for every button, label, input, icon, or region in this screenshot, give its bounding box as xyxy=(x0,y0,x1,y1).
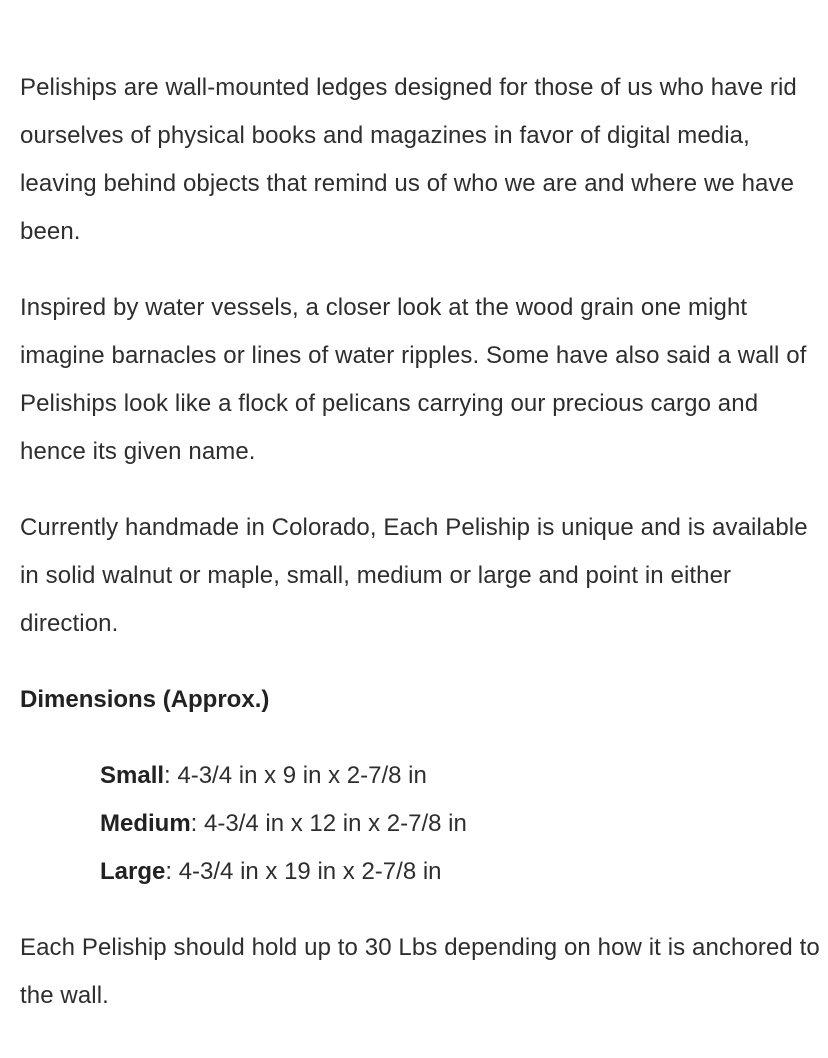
intro-paragraph: Peliships are wall-mounted ledges designed for those of us who have rid ourselves of physical books and magazines in favor of digital media, leaving behind objects that remind us of who we are and where we have been. xyxy=(20,74,797,245)
dimension-item-medium xyxy=(100,800,820,848)
dimensions-heading: Dimensions (Approx.) xyxy=(20,686,270,713)
product-description xyxy=(20,64,820,1048)
dimension-value: : 4-3/4 in x 19 in x 2-7/8 in xyxy=(165,858,442,885)
dimension-label: Large xyxy=(100,858,166,885)
dimension-label: Medium xyxy=(100,810,191,837)
dimension-label: Small xyxy=(100,762,165,789)
dimension-value: : 4-3/4 in x 9 in x 2-7/8 in xyxy=(164,762,427,789)
dimension-item-large xyxy=(100,848,820,896)
inspiration-paragraph: Inspired by water vessels, a closer look at the wood grain one might imagine barnacles or lines of water ripples. Some have also said a wall of Peliships look like a flock of pelicans carrying our precious cargo and hence its given name. xyxy=(20,294,807,465)
availability-paragraph: Currently handmade in Colorado, Each Peliship is unique and is available in solid walnut or maple, small, medium or large and point in either direction. xyxy=(20,514,808,637)
dimensions-list xyxy=(20,752,820,896)
dimension-value: : 4-3/4 in x 12 in x 2-7/8 in xyxy=(190,810,467,837)
capacity-paragraph: Each Peliship should hold up to 30 Lbs depending on how it is anchored to the wall. xyxy=(20,934,820,1009)
dimension-item-small xyxy=(100,752,820,800)
